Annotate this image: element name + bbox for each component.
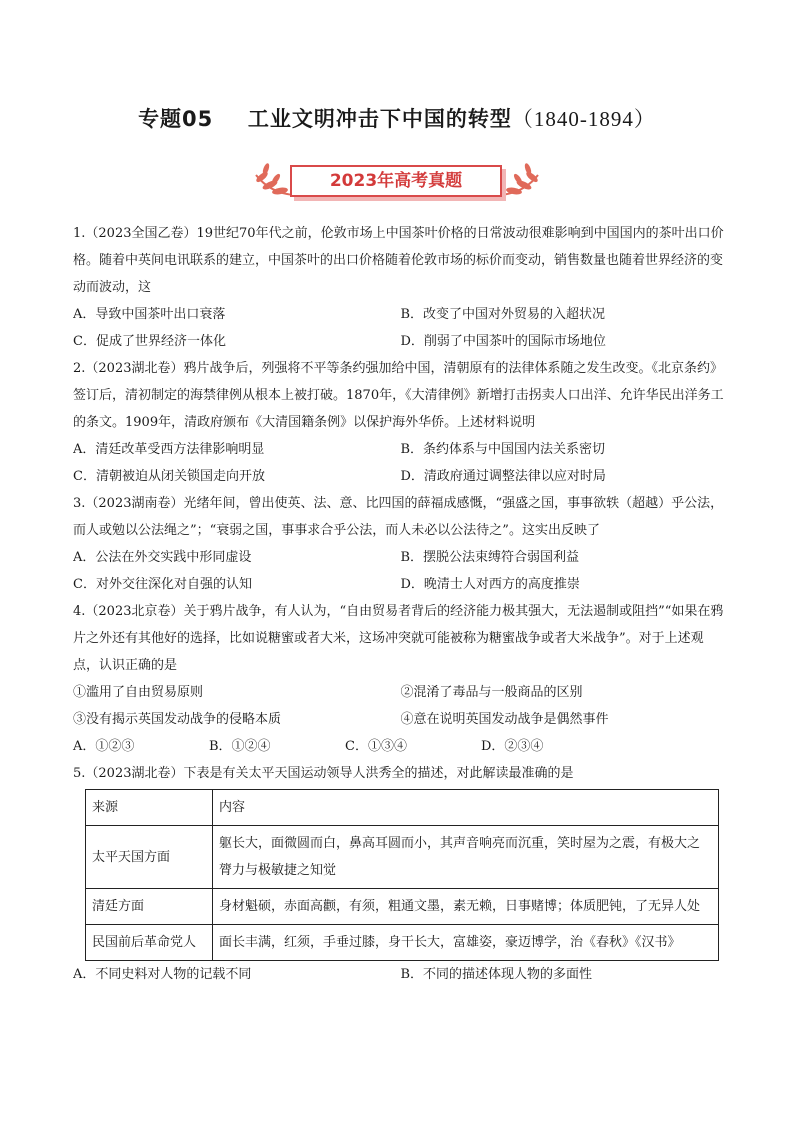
banner-box xyxy=(290,165,502,197)
option-b: B．摆脱公法束缚符合弱国利益 xyxy=(400,550,580,565)
table-cell: 身材魁硕，赤面高颧，有须，粗通文墨，素无赖，日事赌博；体质肥钝，了无异人处 xyxy=(213,889,719,925)
question-list xyxy=(73,220,728,988)
question-stem: 1.（2023全国乙卷）19世纪70年代之前，伦敦市场上中国茶叶价格的日常波动很难影响到中国国内的茶叶出口价格。随着中英间电讯联系的建立，中国茶叶的出口价格随着伦敦市场的标价而变动，销售数量也随着世界经济的变动而波动，这 xyxy=(73,226,724,295)
option-c: C．促成了世界经济一体化 xyxy=(73,334,226,349)
question-5 xyxy=(73,760,728,988)
table-row xyxy=(86,925,719,961)
statement-1: ①滥用了自由贸易原则 xyxy=(73,685,204,700)
statement-3: ③没有揭示英国发动战争的侵略本质 xyxy=(73,712,282,727)
table-cell: 民国前后革命党人 xyxy=(86,925,213,961)
option-c: C．清朝被迫从闭关锁国走向开放 xyxy=(73,469,265,484)
question-stem: 2.（2023湖北卷）鸦片战争后，列强将不平等条约强加给中国，清朝原有的法律体系随之发生改变。《北京条约》签订后，清初制定的海禁律例从根本上被打破。1870年，《大清律例》新增打击拐卖人口出洋、允许华民出洋务工的条文。1909年，清政府颁布《大清国籍条例》以保护海外华侨。上述材料说明 xyxy=(73,361,724,430)
option-d: D．清政府通过调整法律以应对时局 xyxy=(400,469,606,484)
table-header-row xyxy=(86,790,719,826)
question-1 xyxy=(73,220,728,355)
question-stem: 3.（2023湖南卷）光绪年间，曾出使英、法、意、比四国的薛福成感慨，“强盛之国，事事欲轶（超越）乎公法，而人或勉以公法绳之”；“衰弱之国，事事求合乎公法，而人未必以公法待之”。这实出反映了 xyxy=(73,496,724,538)
banner-text: 2023年高考真题 xyxy=(329,171,463,191)
table-cell: 面长丰满，红须，手垂过膝，身干长大，富雄姿，豪迈博学，治《春秋》《汉书》 xyxy=(213,925,719,961)
laurel-right-icon xyxy=(500,162,539,195)
option-a: A．公法在外交实践中形同虚设 xyxy=(73,550,252,565)
page-title xyxy=(0,103,794,133)
option-d: D．削弱了中国茶叶的国际市场地位 xyxy=(400,334,606,349)
option-b: B．不同的描述体现人物的多面性 xyxy=(400,967,593,982)
option-c: C．①③④ xyxy=(345,739,407,754)
table-row xyxy=(86,889,719,925)
option-c: C．对外交往深化对自强的认知 xyxy=(73,577,252,592)
option-b: B．条约体系与中国国内法关系密切 xyxy=(400,442,606,457)
option-d: D．晚清士人对西方的高度推崇 xyxy=(400,577,580,592)
table-header: 内容 xyxy=(213,790,719,826)
option-a: A．①②③ xyxy=(73,739,135,754)
table-cell: 躯长大，面微圆而白，鼻高耳圆而小，其声音响亮而沉重，笑时屋为之震，有极大之膂力与极敏捷之知觉 xyxy=(213,826,719,889)
option-a: A．不同史料对人物的记载不同 xyxy=(73,967,252,982)
statement-4: ④意在说明英国发动战争是偶然事件 xyxy=(400,712,609,727)
option-a: A．导致中国茶叶出口衰落 xyxy=(73,307,226,322)
table-cell: 太平天国方面 xyxy=(86,826,213,889)
question-3 xyxy=(73,490,728,598)
option-b: B．改变了中国对外贸易的入超状况 xyxy=(400,307,606,322)
title-main: 工业文明冲击下中国的转型 xyxy=(247,107,512,131)
option-d: D．②③④ xyxy=(481,739,544,754)
question-2 xyxy=(73,355,728,490)
statement-2: ②混淆了毒品与一般商品的区别 xyxy=(400,685,583,700)
table-cell: 清廷方面 xyxy=(86,889,213,925)
source-table xyxy=(85,789,719,961)
option-a: A．清廷改革受西方法律影响明显 xyxy=(73,442,265,457)
question-stem: 4.（2023北京卷）关于鸦片战争，有人认为，“自由贸易者背后的经济能力极其强大，无法遏制或阻挡”“如果在鸦片之外还有其他好的选择，比如说糖蜜或者大米，这场冲突就可能被称为糖蜜战争或者大米战争”。对于上述观点，认识正确的是 xyxy=(73,604,724,673)
title-prefix: 专题05 xyxy=(138,107,214,131)
option-b: B．①②④ xyxy=(209,739,271,754)
table-header: 来源 xyxy=(86,790,213,826)
section-banner xyxy=(250,155,544,211)
table-row xyxy=(86,826,719,889)
question-4 xyxy=(73,598,728,760)
question-stem: 5.（2023湖北卷）下表是有关太平天国运动领导人洪秀全的描述，对此解读最准确的是 xyxy=(73,766,574,781)
title-years: （1840-1894） xyxy=(511,107,656,131)
